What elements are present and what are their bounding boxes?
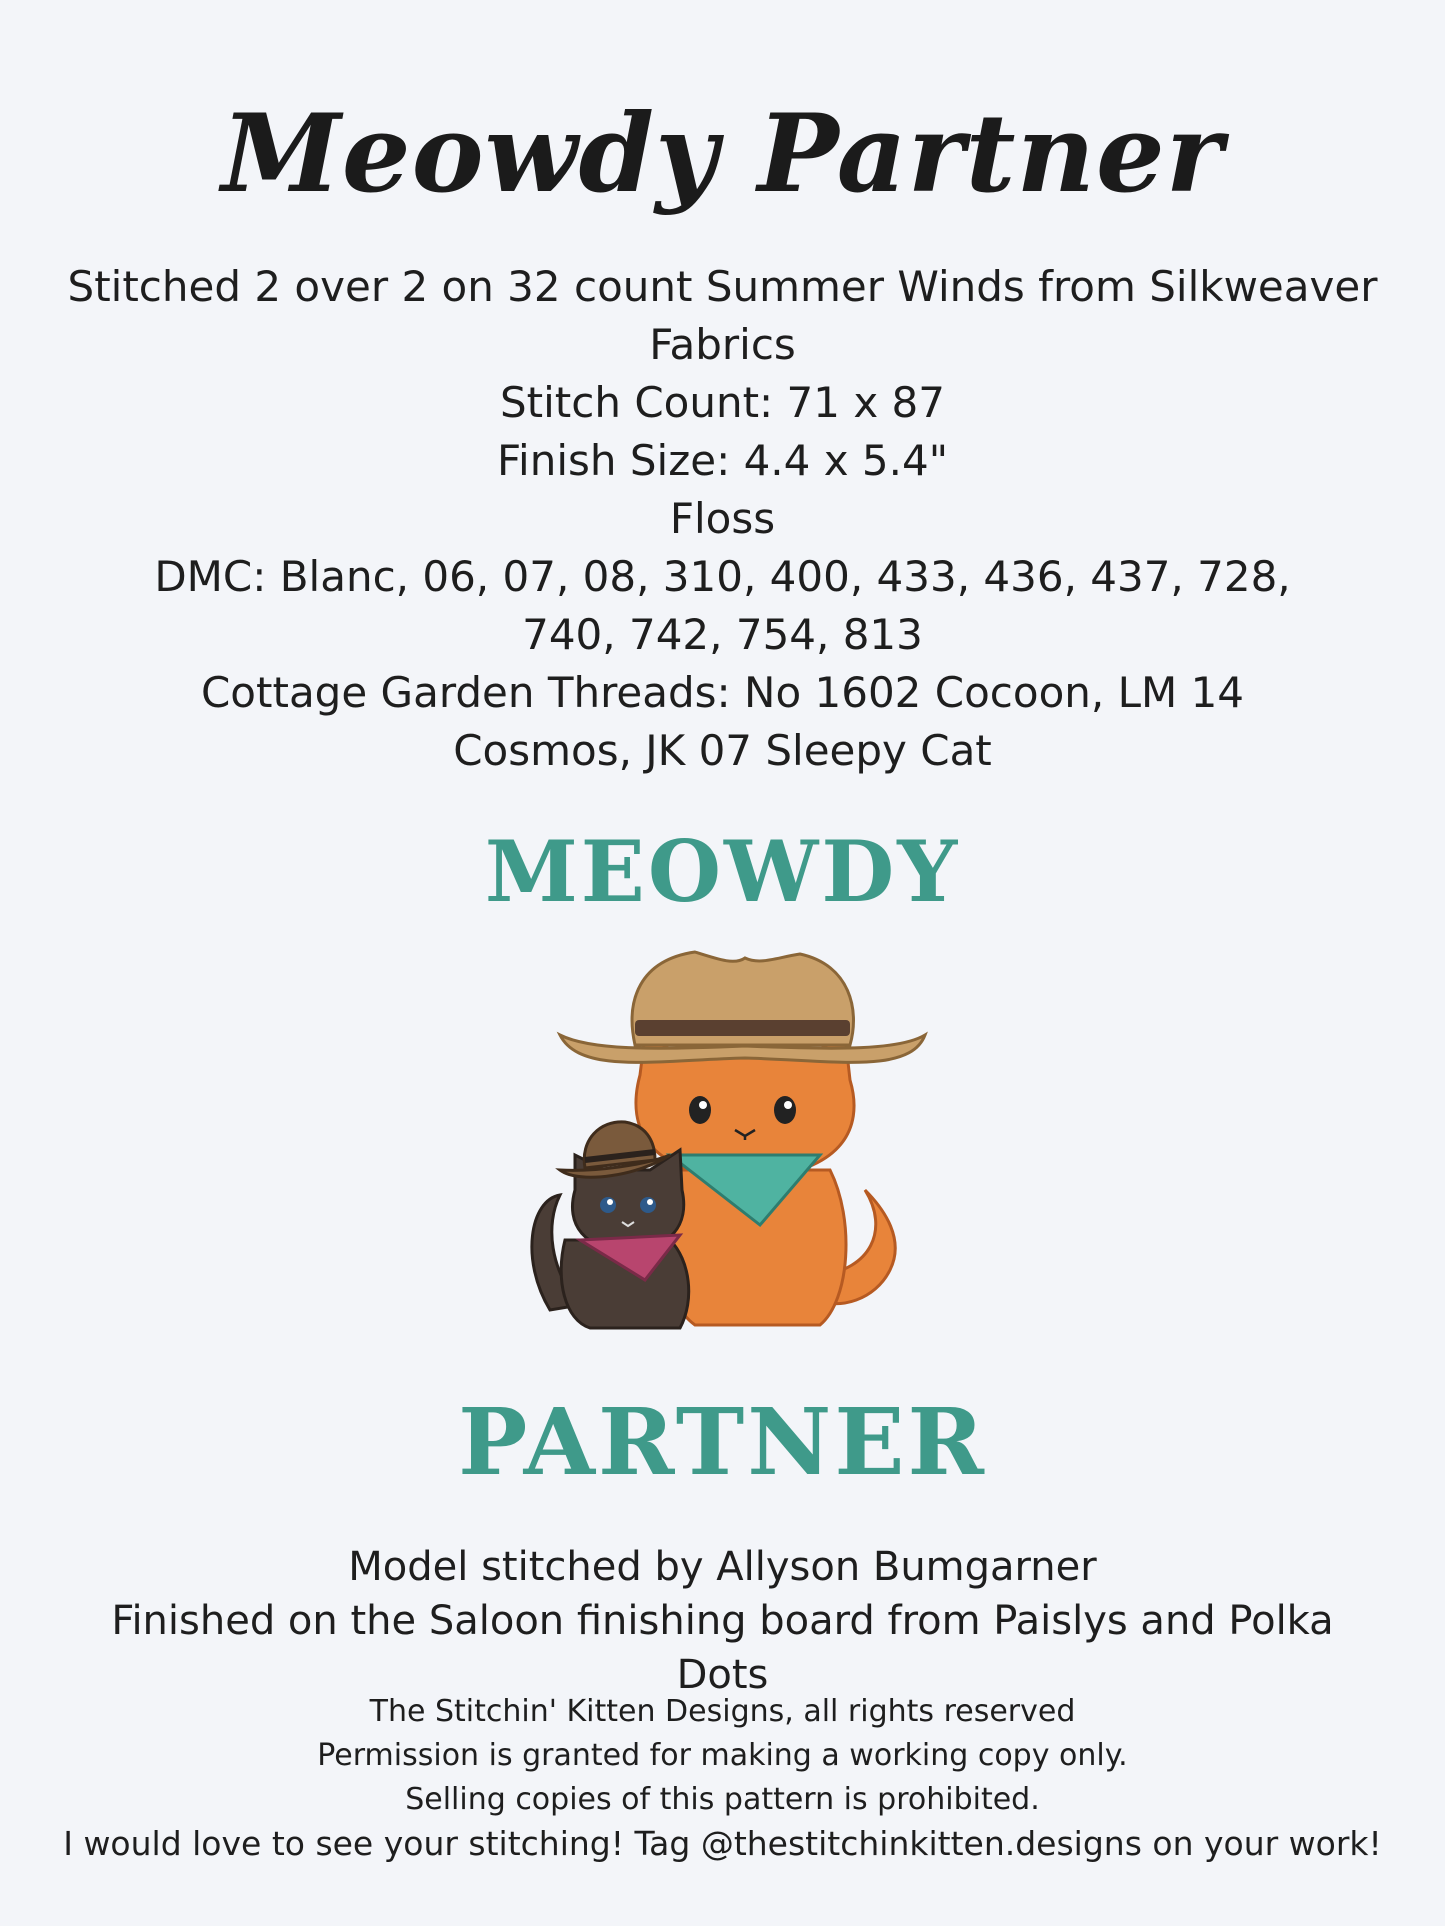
page-title: Meowdy Partner: [221, 91, 1224, 217]
dmc-line-1: DMC: Blanc, 06, 07, 08, 310, 400, 433, 436, 437, 728,: [154, 552, 1291, 601]
brown-cat-left-eye: [600, 1197, 616, 1213]
finish-credit-line-2: Dots: [676, 1652, 769, 1698]
legal-block: [60, 1690, 1385, 1866]
model-credit: Model stitched by Allyson Bumgarner: [348, 1544, 1097, 1590]
social-tag-notice: I would love to see your stitching! Tag @thestitchinkitten.designs on your work!: [63, 1824, 1382, 1863]
credits-block: [60, 1540, 1385, 1702]
orange-cat-right-eye: [774, 1096, 796, 1124]
floss-heading: Floss: [669, 494, 776, 543]
design-word-partner: PARTNER: [458, 1388, 987, 1496]
design-word-meowdy: MEOWDY: [484, 822, 961, 921]
fabric-line-2: Fabrics: [649, 320, 796, 369]
finish-credit-line-1: Finished on the Saloon finishing board from Paislys and Polka: [111, 1598, 1334, 1644]
pattern-details: [40, 258, 1405, 780]
stitch-count: Stitch Count: 71 x 87: [500, 378, 945, 427]
brown-cat-right-eye: [640, 1197, 656, 1213]
selling-notice: Selling copies of this pattern is prohibited.: [405, 1782, 1040, 1817]
orange-cat-hat-band: [635, 1020, 850, 1036]
cgt-line-1: Cottage Garden Threads: No 1602 Cocoon, LM 14: [200, 668, 1245, 717]
fabric-line-1: Stitched 2 over 2 on 32 count Summer Winds from Silkweaver: [67, 262, 1378, 311]
finish-size: Finish Size: 4.4 x 5.4": [496, 436, 949, 485]
permission-notice: Permission is granted for making a working copy only.: [317, 1738, 1128, 1773]
dmc-line-2: 740, 742, 754, 813: [522, 610, 923, 659]
rights-notice: The Stitchin' Kitten Designs, all rights reserved: [369, 1694, 1076, 1729]
orange-cat-left-eye: [689, 1096, 711, 1124]
cowboy-cats-illustration: [520, 940, 940, 1360]
cgt-line-2: Cosmos, JK 07 Sleepy Cat: [453, 726, 992, 775]
